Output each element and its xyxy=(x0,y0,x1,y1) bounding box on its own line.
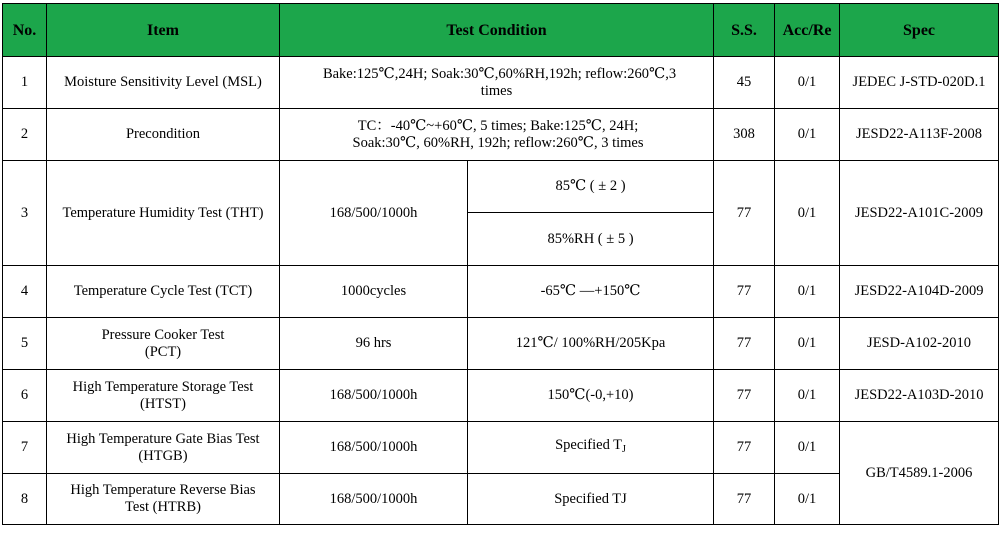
item-name-line: High Temperature Gate Bias Test xyxy=(66,430,260,447)
item-name-line: High Temperature Storage Test xyxy=(72,378,254,395)
item-name xyxy=(47,370,280,422)
acc-re: 0/1 xyxy=(775,370,840,422)
row-number: 6 xyxy=(3,370,47,422)
header-row xyxy=(3,4,999,57)
test-condition: 85%RH ( ± 5 ) xyxy=(468,213,714,266)
test-duration: 168/500/1000h xyxy=(280,370,468,422)
sample-size: 77 xyxy=(714,474,775,525)
header-spec: Spec xyxy=(840,4,999,57)
item-name: Moisture Sensitivity Level (MSL) xyxy=(47,57,280,109)
spec: JEDEC J-STD-020D.1 xyxy=(840,57,999,109)
condition-line: Soak:30℃, 60%RH, 192h; reflow:260℃, 3 times xyxy=(352,134,644,151)
test-condition xyxy=(280,57,714,109)
spec: JESD22-A101C-2009 xyxy=(840,161,999,266)
test-duration: 168/500/1000h xyxy=(280,474,468,525)
item-name: Precondition xyxy=(47,109,280,161)
spec: JESD22-A103D-2010 xyxy=(840,370,999,422)
condition-subscript: J xyxy=(622,444,626,455)
row-number: 2 xyxy=(3,109,47,161)
row-number: 4 xyxy=(3,266,47,318)
test-condition: Specified TJ xyxy=(468,474,714,525)
test-condition: -65℃ —+150℃ xyxy=(468,266,714,318)
condition-line: times xyxy=(480,82,513,99)
row-number: 8 xyxy=(3,474,47,525)
acc-re: 0/1 xyxy=(775,161,840,266)
acc-re: 0/1 xyxy=(775,422,840,474)
test-condition: 150℃(-0,+10) xyxy=(468,370,714,422)
acc-re: 0/1 xyxy=(775,57,840,109)
item-name: Temperature Cycle Test (TCT) xyxy=(47,266,280,318)
sample-size: 77 xyxy=(714,370,775,422)
condition-line: Bake:125℃,24H; Soak:30℃,60%RH,192h; reflow:260℃,3 xyxy=(322,65,677,82)
condition-line: TC：-40℃~+60℃, 5 times; Bake:125℃, 24H; xyxy=(357,117,639,134)
table-row xyxy=(3,109,999,161)
header-acc-re: Acc/Re xyxy=(775,4,840,57)
reliability-test-table xyxy=(2,3,999,525)
test-duration: 168/500/1000h xyxy=(280,422,468,474)
item-name-line: (PCT) xyxy=(144,343,182,360)
sample-size: 45 xyxy=(714,57,775,109)
spec: GB/T4589.1-2006 xyxy=(840,422,999,525)
table-row xyxy=(3,266,999,318)
row-number: 7 xyxy=(3,422,47,474)
sample-size: 77 xyxy=(714,422,775,474)
acc-re: 0/1 xyxy=(775,109,840,161)
spec: JESD22-A113F-2008 xyxy=(840,109,999,161)
table-row xyxy=(3,370,999,422)
header-test-condition: Test Condition xyxy=(280,4,714,57)
sample-size: 77 xyxy=(714,161,775,266)
test-condition: 85℃ ( ± 2 ) xyxy=(468,161,714,213)
spec: JESD22-A104D-2009 xyxy=(840,266,999,318)
header-item: Item xyxy=(47,4,280,57)
acc-re: 0/1 xyxy=(775,474,840,525)
sample-size: 77 xyxy=(714,266,775,318)
test-duration: 1000cycles xyxy=(280,266,468,318)
row-number: 1 xyxy=(3,57,47,109)
sample-size: 308 xyxy=(714,109,775,161)
test-condition xyxy=(468,422,714,474)
test-duration: 168/500/1000h xyxy=(280,161,468,266)
table-row xyxy=(3,422,999,474)
sample-size: 77 xyxy=(714,318,775,370)
test-condition xyxy=(280,109,714,161)
table-row xyxy=(3,57,999,109)
acc-re: 0/1 xyxy=(775,318,840,370)
item-name xyxy=(47,318,280,370)
test-condition: 121℃/ 100%RH/205Kpa xyxy=(468,318,714,370)
item-name xyxy=(47,422,280,474)
item-name: Temperature Humidity Test (THT) xyxy=(47,161,280,266)
item-name-line: High Temperature Reverse Bias xyxy=(70,482,256,498)
item-name xyxy=(47,474,280,525)
header-no: No. xyxy=(3,4,47,57)
item-name-line: (HTGB) xyxy=(138,447,188,464)
item-name-line: (HTST) xyxy=(140,395,186,412)
item-name-line: Test (HTRB) xyxy=(125,499,201,515)
item-name-line: Pressure Cooker Test xyxy=(101,326,225,343)
row-number: 5 xyxy=(3,318,47,370)
row-number: 3 xyxy=(3,161,47,266)
table-row xyxy=(3,318,999,370)
test-duration: 96 hrs xyxy=(280,318,468,370)
acc-re: 0/1 xyxy=(775,266,840,318)
reliability-table-container xyxy=(2,3,999,525)
header-sample-size: S.S. xyxy=(714,4,775,57)
condition-text: Specified T xyxy=(555,437,623,453)
spec: JESD-A102-2010 xyxy=(840,318,999,370)
table-row xyxy=(3,161,999,213)
